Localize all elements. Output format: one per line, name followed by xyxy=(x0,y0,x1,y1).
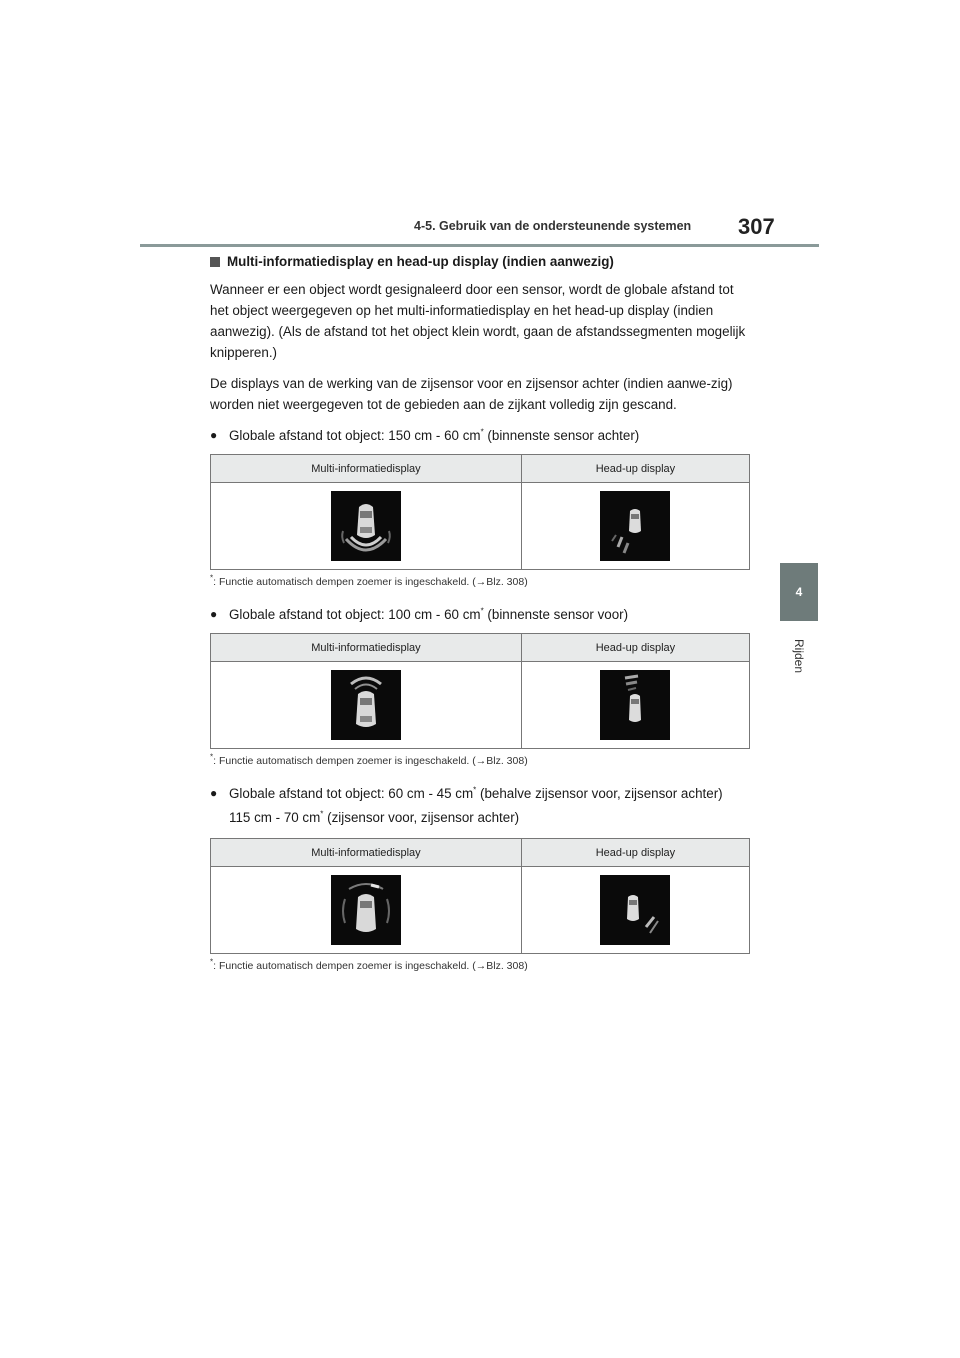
car-rear-inner-sensor-hud-icon xyxy=(600,491,670,561)
case-bullet xyxy=(210,783,750,804)
section-title: 4-5. Gebruik van de ondersteunende systemen xyxy=(414,219,692,233)
arrow-icon: → xyxy=(475,755,487,767)
case-bullet xyxy=(210,604,750,625)
case-bullet xyxy=(210,425,750,446)
section-heading-text: Multi-informatiedisplay en head-up display (indien aanwezig) xyxy=(227,254,614,269)
bullet-dot-icon: ● xyxy=(210,428,218,442)
footnote: *: Functie automatisch dempen zoemer is ingeschakeld. (→Blz. 308) xyxy=(210,957,528,972)
header-divider xyxy=(140,244,819,247)
arrow-icon: → xyxy=(475,960,487,972)
display-table xyxy=(210,454,750,570)
paragraph-1: Wanneer er een object wordt gesignaleerd door een sensor, wordt de globale afstand tot het object weergegeven op het multi-informatiedisplay en het head-up display (indien aanwezig). (Als de afstand tot het object klein wordt, gaan de afstandssegmenten mogelijk knipperen.) xyxy=(210,282,746,360)
column-header-hud: Head-up display xyxy=(521,839,749,867)
case-text: Globale afstand tot object: 150 cm - 60 cm* (binnenste sensor achter) xyxy=(229,427,640,443)
page-content xyxy=(210,254,750,988)
bullet-dot-icon: ● xyxy=(210,786,218,800)
column-header-mid: Multi-informatiedisplay xyxy=(211,455,522,483)
display-table xyxy=(210,633,750,749)
car-front-inner-sensor-display-icon xyxy=(331,670,401,740)
square-bullet-icon xyxy=(210,257,220,267)
chapter-label xyxy=(777,634,821,678)
column-header-mid: Multi-informatiedisplay xyxy=(211,634,522,662)
column-header-hud: Head-up display xyxy=(521,634,749,662)
car-side-sensor-display-icon xyxy=(331,875,401,945)
footnote: *: Functie automatisch dempen zoemer is ingeschakeld. (→Blz. 308) xyxy=(210,752,528,767)
case-text-second-range: 115 cm - 70 cm* (zijsensor voor, zijsensor achter) xyxy=(229,809,520,825)
display-table xyxy=(210,838,750,954)
car-side-sensor-hud-icon xyxy=(600,875,670,945)
case-text: Globale afstand tot object: 60 cm - 45 cm* (behalve zijsensor voor, zijsensor achter) xyxy=(229,785,723,801)
footnote: *: Functie automatisch dempen zoemer is ingeschakeld. (→Blz. 308) xyxy=(210,573,528,588)
column-header-hud: Head-up display xyxy=(521,455,749,483)
car-rear-inner-sensor-display-icon xyxy=(331,491,401,561)
page-number: 307 xyxy=(738,214,775,239)
paragraph-2: De displays van de werking van de zijsensor voor en zijsensor achter (indien aanwe-zig) worden niet weergegeven tot de gebieden aan de zijkant volledig zijn gescand. xyxy=(210,376,733,412)
case-text: Globale afstand tot object: 100 cm - 60 cm* (binnenste sensor voor) xyxy=(229,606,629,622)
column-header-mid: Multi-informatiedisplay xyxy=(211,839,522,867)
chapter-label-text: Rijden xyxy=(792,638,806,674)
chapter-tab: 4 xyxy=(780,563,818,621)
arrow-icon: → xyxy=(475,576,487,588)
bullet-dot-icon: ● xyxy=(210,607,218,621)
car-front-inner-sensor-hud-icon xyxy=(600,670,670,740)
section-heading xyxy=(210,254,750,269)
